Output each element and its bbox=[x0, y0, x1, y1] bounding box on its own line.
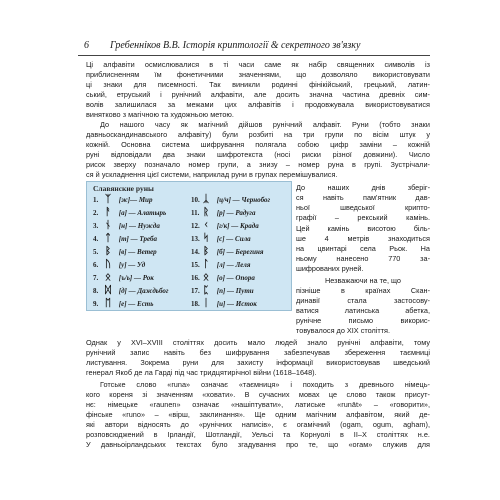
rune-label: [ц/ч] — Чернобог bbox=[215, 196, 271, 204]
rune-glyph: ᛟ bbox=[203, 272, 209, 283]
rune-row bbox=[93, 194, 152, 205]
rune-label: [н] — Нужда bbox=[117, 222, 160, 230]
paragraph-3-line: Однак у XVI–XVIII століттях досить мало людей знало рунічні алфавіти, тому bbox=[86, 338, 430, 347]
paragraph-1-line: ський, етруський і рунічний алфавіти, але досить значна частина древніх сим- bbox=[86, 90, 430, 99]
side-text-line: ше 4 метрів знаходиться bbox=[296, 234, 430, 243]
rune-glyph: ᛒ bbox=[105, 246, 111, 257]
side-text-line: ньої шведської крипто- bbox=[296, 203, 430, 212]
paragraph-1-line: волів залишилася за межами цих алфавітів і продовжувала використовуватися bbox=[86, 100, 430, 109]
rune-label: [л] — Леля bbox=[215, 261, 251, 269]
rune-label: [с] — Сила bbox=[215, 235, 251, 243]
rune-number: 17. bbox=[191, 287, 200, 295]
slavic-runes-figure bbox=[86, 181, 292, 311]
rune-row bbox=[93, 220, 160, 231]
rune-row bbox=[191, 233, 251, 244]
rune-label: [и] — Исток bbox=[215, 300, 257, 308]
paragraph-4-line: Готське слово «runa» означає «таємниця» і походить з древнього німець- bbox=[100, 380, 430, 389]
rune-glyph: ᛞ bbox=[105, 285, 111, 296]
paragraph-1-line: винятково з магічною та художньою метою. bbox=[86, 110, 234, 119]
rune-row bbox=[191, 259, 250, 270]
paragraph-2-line: ся й ускладнення цієї системи, наприклад руни в групах перемішувалися. bbox=[86, 170, 338, 179]
rune-row bbox=[93, 259, 145, 270]
side-text-line: графії – рекський камінь. bbox=[296, 213, 430, 222]
rune-glyph: ᛋ bbox=[203, 233, 209, 244]
rune-glyph: ᛟ bbox=[105, 272, 111, 283]
paragraph-2-line: рисок зверху позначало номер групи, а знизу – номер руна в групі. Зустрічали- bbox=[86, 160, 430, 169]
paragraph-3-line: рунічний запис навіть без шифрування забезпечував збереження таємниці bbox=[86, 348, 430, 357]
header-rule bbox=[78, 55, 430, 56]
rune-number: 18. bbox=[191, 300, 200, 308]
rune-label: [в] — Ветер bbox=[117, 248, 157, 256]
rune-number: 15. bbox=[191, 261, 200, 269]
rune-number: 2. bbox=[93, 209, 99, 217]
rune-glyph: ᚱ bbox=[203, 207, 209, 218]
rune-number: 7. bbox=[93, 274, 99, 282]
paragraph-4-line: кого кореня зі значенням «ховати». В сучасних мовах це слово також присут- bbox=[86, 390, 430, 399]
paragraph-4-line: розповсюджений в Ірландії, Шотландії, Уельсі та Корнуолі в ІІ–Х століттях н.е. bbox=[86, 430, 430, 439]
rune-number: 13. bbox=[191, 235, 200, 243]
rune-row bbox=[191, 207, 256, 218]
side-text-line: пізніше в країнах Скан- bbox=[296, 286, 430, 295]
rune-glyph: ᛖ bbox=[105, 298, 111, 309]
paragraph-3-line: листування. Зокрема руни для захисту інформації використовував шведський bbox=[86, 358, 430, 367]
rune-number: 10. bbox=[191, 196, 200, 204]
rune-glyph: ᛒ bbox=[203, 246, 209, 257]
paragraph-4-line: фінське «runo» – «вірш, заклинання». Ще одним магічним алфавітом, який де- bbox=[86, 410, 430, 419]
figure-caption: Славянские руны bbox=[93, 184, 154, 193]
side-text-line: рунічне письмо викорис- bbox=[296, 316, 430, 325]
rune-number: 6. bbox=[93, 261, 99, 269]
rune-label: [у] — Уд bbox=[117, 261, 146, 269]
paragraph-2-line: До нашого часу як магічний дійшов рунічний алфавіт. Руни (тобто знаки bbox=[100, 120, 430, 129]
side-text-line: товувалося до XIX століття. bbox=[296, 326, 391, 335]
rune-label: [р] — Радуга bbox=[215, 209, 256, 217]
rune-number: 9. bbox=[93, 300, 99, 308]
rune-glyph: ᚲ bbox=[203, 220, 209, 231]
paragraph-4-line: У давньоірландських текстах було згадування про те, що «огам» служив для bbox=[86, 440, 430, 449]
side-text-line: шифрованих руней. bbox=[296, 264, 364, 273]
paragraph-2-line: давньоскандинавського алфавіту) були розбиті на три групи по вісім штук у bbox=[86, 130, 430, 139]
page-header bbox=[78, 40, 438, 54]
rune-glyph: ᚨ bbox=[105, 207, 111, 218]
rune-label: [т] — Треба bbox=[117, 235, 157, 243]
rune-number: 4. bbox=[93, 235, 99, 243]
paragraph-4-line: які автори відносять до «рунічних написів», є огамічний (ogam, ogum, agham), bbox=[86, 420, 430, 429]
rune-number: 16. bbox=[191, 274, 200, 282]
rune-row bbox=[93, 233, 157, 244]
rune-number: 8. bbox=[93, 287, 99, 295]
rune-label: [д] — Даждьбог bbox=[117, 287, 169, 295]
rune-glyph: ᛚ bbox=[203, 259, 209, 270]
rune-number: 14. bbox=[191, 248, 200, 256]
side-text-line: на цвинтарі села Рьок. На bbox=[296, 244, 430, 253]
rune-row bbox=[93, 272, 154, 283]
rune-glyph: ᛉ bbox=[105, 194, 111, 205]
paragraph-1-line: Ці алфавіти осмислювалися в ті часи саме як набір священних символів із bbox=[86, 60, 430, 69]
rune-row bbox=[93, 298, 153, 309]
paragraph-1-line: приблисненням їм фонетичними значеннями, що дозволяло використовувати bbox=[86, 70, 430, 79]
rune-row bbox=[191, 220, 259, 231]
rune-label: [п] — Пути bbox=[215, 287, 254, 295]
rune-label: [о] — Опора bbox=[215, 274, 255, 282]
rune-glyph: ᚢ bbox=[105, 259, 111, 270]
side-text-line: ся навіть пам'ятник дав- bbox=[296, 193, 430, 202]
paragraph-2-line: руні відповідали два знаки шифротекста (носі риски різної довжини). Число bbox=[86, 150, 430, 159]
rune-label: [б] — Берегиня bbox=[215, 248, 264, 256]
rune-label: [ж]— Мир bbox=[117, 196, 153, 204]
rune-label: [г/к] — Крада bbox=[215, 222, 259, 230]
rune-glyph: ᛁ bbox=[203, 298, 209, 309]
rune-row bbox=[191, 298, 257, 309]
rune-row bbox=[93, 246, 157, 257]
rune-row bbox=[191, 246, 264, 257]
rune-number: 3. bbox=[93, 222, 99, 230]
rune-glyph: ᛈ bbox=[203, 285, 209, 296]
page-number: 6 bbox=[84, 40, 89, 51]
paragraph-2-line: кожній. Основна система шифрування полягала собою цифр заміни – кожній bbox=[86, 140, 430, 149]
side-text-line: ватися латинська абетка, bbox=[296, 306, 430, 315]
side-text-line: Незважаючи на те, що bbox=[325, 276, 401, 285]
side-text-line: динавії стала застосову- bbox=[296, 296, 430, 305]
side-text-line: До наших днів зберіг- bbox=[296, 183, 430, 192]
rune-label: [ъ/ь] — Рок bbox=[117, 274, 154, 282]
rune-glyph: ᛣ bbox=[203, 194, 209, 205]
rune-label: [е] — Есть bbox=[117, 300, 154, 308]
side-text-line: Цей камінь висотою біль- bbox=[296, 224, 430, 233]
side-text-line: ньому нанесено 770 за- bbox=[296, 254, 430, 263]
paragraph-1-line: ці знаки для писемності. Так виникли родинні фінікійський, грецький, латин- bbox=[86, 80, 430, 89]
rune-row bbox=[191, 194, 270, 205]
rune-number: 5. bbox=[93, 248, 99, 256]
rune-row bbox=[191, 272, 255, 283]
rune-number: 12. bbox=[191, 222, 200, 230]
paragraph-3-line: генерал Якоб де ла Гарді під час тридцятирічної війни (1618–1648). bbox=[86, 368, 317, 377]
rune-glyph: ᛏ bbox=[105, 233, 111, 244]
rune-number: 11. bbox=[191, 209, 200, 217]
rune-row bbox=[93, 285, 169, 296]
rune-row bbox=[191, 285, 254, 296]
rune-row bbox=[93, 207, 166, 218]
running-head: Гребенніков В.В. Історія криптології & секретного зв'язку bbox=[110, 40, 361, 51]
paragraph-4-line: нє: німецьке «raunen» означає «нашіптувати», латиське «runāt» – «говорити», bbox=[86, 400, 430, 409]
rune-label: [а] — Алатырь bbox=[117, 209, 167, 217]
rune-number: 1. bbox=[93, 196, 99, 204]
rune-glyph: ᚾ bbox=[105, 220, 111, 231]
